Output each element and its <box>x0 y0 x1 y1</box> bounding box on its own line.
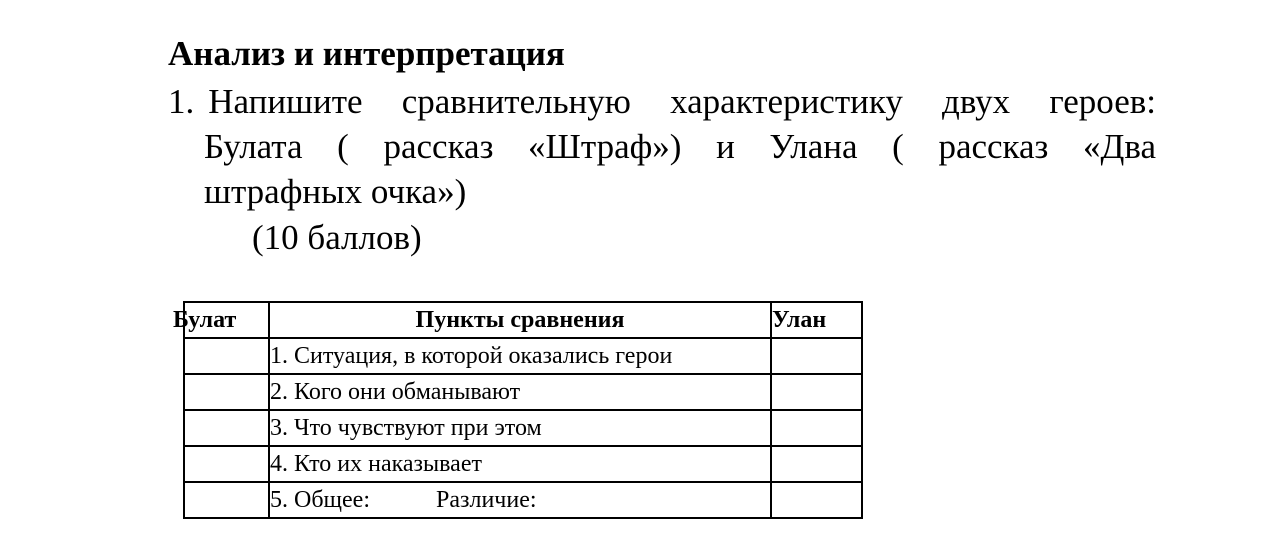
comparison-point: 4. Кто их наказывает <box>269 446 771 482</box>
table-row <box>184 374 862 410</box>
table-row <box>184 482 862 518</box>
task-line-1 <box>168 79 1156 124</box>
comparison-table <box>173 301 863 519</box>
bulat-answer-cell[interactable] <box>184 410 269 446</box>
ulan-answer-cell[interactable] <box>771 374 862 410</box>
comparison-point: 2. Кого они обманывают <box>269 374 771 410</box>
table-header-row <box>184 302 862 338</box>
task-line-3: штрафных очка») <box>204 172 467 211</box>
task-line-2: Булата ( рассказ «Штраф») и Улана ( рассказ «Два <box>204 127 1156 166</box>
task-1 <box>168 79 1156 260</box>
header-bulat: Булат <box>184 302 269 338</box>
task-text-line-1: Напишите сравнительную характеристику двух героев: <box>208 82 1156 121</box>
ulan-answer-cell[interactable] <box>771 410 862 446</box>
bulat-answer-cell[interactable] <box>184 374 269 410</box>
comparison-point: 1. Ситуация, в которой оказались герои <box>269 338 771 374</box>
ulan-answer-cell[interactable] <box>771 446 862 482</box>
section-heading: Анализ и интерпретация <box>168 34 565 73</box>
common-label: 5. Общее: <box>270 487 370 513</box>
bulat-answer-cell[interactable] <box>184 446 269 482</box>
difference-label: Различие: <box>436 487 537 513</box>
bulat-answer-cell[interactable] <box>184 338 269 374</box>
table-row <box>184 446 862 482</box>
table-row <box>184 338 862 374</box>
header-ulan: Улан <box>771 302 862 338</box>
ulan-answer-cell[interactable] <box>771 338 862 374</box>
header-comparison-points: Пункты сравнения <box>269 302 771 338</box>
bulat-answer-cell[interactable] <box>184 482 269 518</box>
task-number: 1. <box>168 82 195 121</box>
ulan-answer-cell[interactable] <box>771 482 862 518</box>
comparison-point: 3. Что чувствуют при этом <box>269 410 771 446</box>
comparison-point-common-difference <box>269 482 771 518</box>
task-points: (10 баллов) <box>252 218 422 257</box>
table-row <box>184 410 862 446</box>
